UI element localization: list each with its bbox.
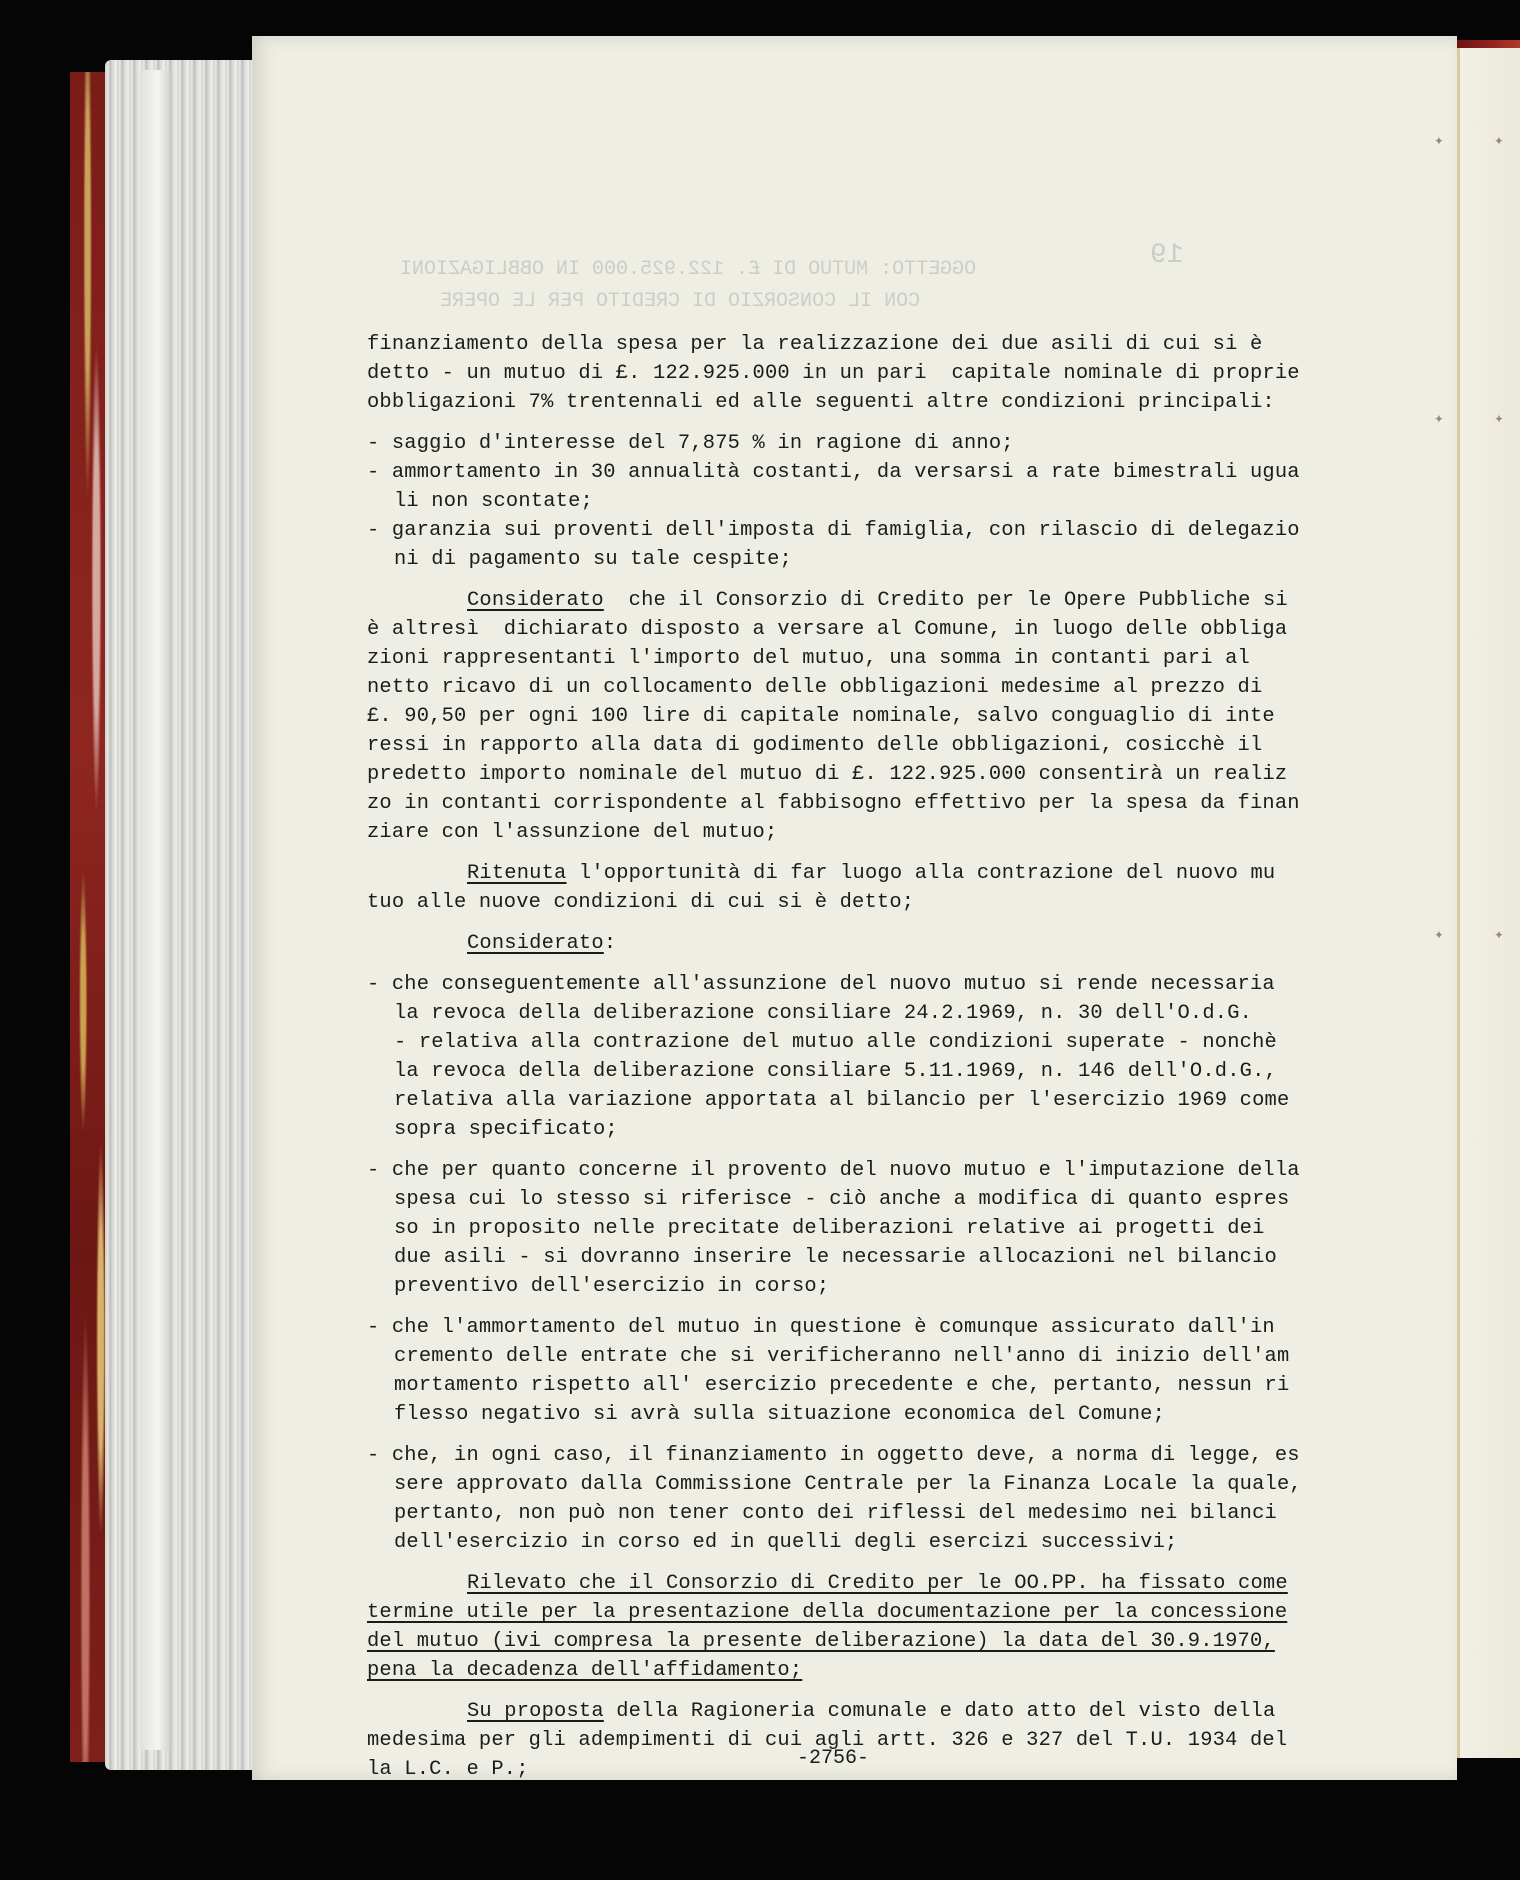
paragraph-ritenuta: Ritenuta l'opportunità di far luogo alla contrazione del nuovo mu (467, 862, 1276, 885)
text-line: la revoca della deliberazione consiliare 24.2.1969, n. 30 dell'O.d.G. (394, 1002, 1253, 1025)
typed-text-body (367, 330, 1302, 1784)
considerato-item: - che l'ammortamento del mutuo in questione è comunque assicurato dall'in (367, 1316, 1275, 1339)
text-line: ziare con l'assunzione del mutuo; (367, 821, 778, 844)
text-line: predetto importo nominale del mutuo di £. 122.925.000 consentirà un realiz (367, 763, 1288, 786)
page-number: -2756- (797, 1747, 870, 1770)
bleed-through-text: OGGETTO: MUTUO DI £. 122.925.000 IN OBBLIGAZIONI (400, 258, 977, 281)
condition-item: - garanzia sui proventi dell'imposta di famiglia, con rilascio di delegazio (367, 519, 1300, 542)
text-line: detto - un mutuo di £. 122.925.000 in un pari capitale nominale di proprie (367, 362, 1300, 385)
keyword-considerato: Considerato (467, 932, 604, 955)
paragraph-considerato: Considerato che il Consorzio di Credito per le Opere Pubbliche si (467, 589, 1288, 612)
text-line: flesso negativo si avrà sulla situazione economica del Comune; (394, 1403, 1166, 1426)
page-stack-edges (105, 60, 255, 1770)
considerato-item: - che per quanto concerne il provento del nuovo mutuo e l'imputazione della (367, 1159, 1300, 1182)
text-line: termine utile per la presentazione della documentazione per la concessione (367, 1601, 1288, 1624)
text-line: - relativa alla contrazione del mutuo alle condizioni superate - nonchè (394, 1031, 1277, 1054)
text-line: pena la decadenza dell'affidamento; (367, 1659, 803, 1682)
text-line: spesa cui lo stesso si riferisce - ciò anche a modifica di quanto espres (394, 1188, 1290, 1211)
binding-hole-icon: ✦ (1494, 132, 1504, 150)
binding-hole-icon: ✦ (1494, 410, 1504, 428)
text-line: la L.C. e P.; (367, 1758, 529, 1781)
heading-considerato: Considerato: (467, 932, 617, 955)
considerato-item: - che, in ogni caso, il finanziamento in oggetto deve, a norma di legge, es (367, 1444, 1300, 1467)
text-line: sere approvato dalla Commissione Centrale per la Finanza Locale la quale, (394, 1473, 1302, 1496)
text-line: tuo alle nuove condizioni di cui si è detto; (367, 891, 915, 914)
keyword-su-proposta: Su proposta (467, 1700, 604, 1723)
considerato-item: - che conseguentemente all'assunzione del nuovo mutuo si rende necessaria (367, 973, 1275, 996)
text-line: netto ricavo di un collocamento delle obbligazioni medesime al prezzo di (367, 676, 1263, 699)
bleed-through-text: CON IL CONSORZIO DI CREDITO PER LE OPERE (440, 290, 921, 313)
text-line: è altresì dichiarato disposto a versare al Comune, in luogo delle obbliga (367, 618, 1288, 641)
text-line: la revoca della deliberazione consiliare 5.11.1969, n. 146 dell'O.d.G., (394, 1060, 1277, 1083)
text-line: cremento delle entrate che si verificheranno nell'anno di inizio dell'am (394, 1345, 1290, 1368)
binding-hole-icon: ✦ (1434, 926, 1444, 944)
binding-hole-icon: ✦ (1434, 410, 1444, 428)
text-line: ressi in rapporto alla data di godimento delle obbligazioni, cosicchè il (367, 734, 1263, 757)
text-line: finanziamento della spesa per la realizzazione dei due asili di cui si è (367, 333, 1263, 356)
keyword-considerato: Considerato (467, 589, 604, 612)
binding-hole-icon: ✦ (1434, 132, 1444, 150)
text-line: £. 90,50 per ogni 100 lire di capitale nominale, salvo conguaglio di inte (367, 705, 1275, 728)
paragraph-rilevato: Rilevato che il Consorzio di Credito per le OO.PP. ha fissato come (467, 1572, 1288, 1595)
keyword-ritenuta: Ritenuta (467, 862, 567, 885)
bleed-through-mark: 19 (1150, 240, 1184, 271)
text-line: preventivo dell'esercizio in corso; (394, 1275, 830, 1298)
condition-item: - ammortamento in 30 annualità costanti, da versarsi a rate bimestrali ugua (367, 461, 1300, 484)
text-line: dell'esercizio in corso ed in quelli degli esercizi successivi; (394, 1531, 1178, 1554)
facing-page-edge (1457, 48, 1520, 1758)
text-line: sopra specificato; (394, 1118, 618, 1141)
text-line: so in proposito nelle precitate deliberazioni relative ai progetti dei (394, 1217, 1265, 1240)
text-line: relativa alla variazione apportata al bilancio per l'esercizio 1969 come (394, 1089, 1290, 1112)
condition-item: - saggio d'interesse del 7,875 % in ragione di anno; (367, 432, 1014, 455)
text-line: medesima per gli adempimenti di cui agli artt. 326 e 327 del T.U. 1934 del (367, 1729, 1288, 1752)
text-line: del mutuo (ivi compresa la presente deliberazione) la data del 30.9.1970, (367, 1630, 1275, 1653)
text-line: obbligazioni 7% trentennali ed alle seguenti altre condizioni principali: (367, 391, 1275, 414)
condition-item-cont: li non scontate; (394, 490, 593, 513)
text-line: pertanto, non può non tener conto dei riflessi del medesimo nei bilanci (394, 1502, 1277, 1525)
paragraph-su-proposta: Su proposta della Ragioneria comunale e dato atto del visto della (467, 1700, 1276, 1723)
text-line: zo in contanti corrispondente al fabbisogno effettivo per la spesa da finan (367, 792, 1300, 815)
condition-item-cont: ni di pagamento su tale cespite; (394, 548, 792, 571)
binding-hole-icon: ✦ (1494, 926, 1504, 944)
page-flap (140, 70, 170, 1750)
text-line: zioni rappresentanti l'importo del mutuo, una somma in contanti pari al (367, 647, 1250, 670)
text-line: due asili - si dovranno inserire le necessarie allocazioni nel bilancio (394, 1246, 1277, 1269)
text-line: mortamento rispetto all' esercizio precedente e che, pertanto, nessun ri (394, 1374, 1290, 1397)
